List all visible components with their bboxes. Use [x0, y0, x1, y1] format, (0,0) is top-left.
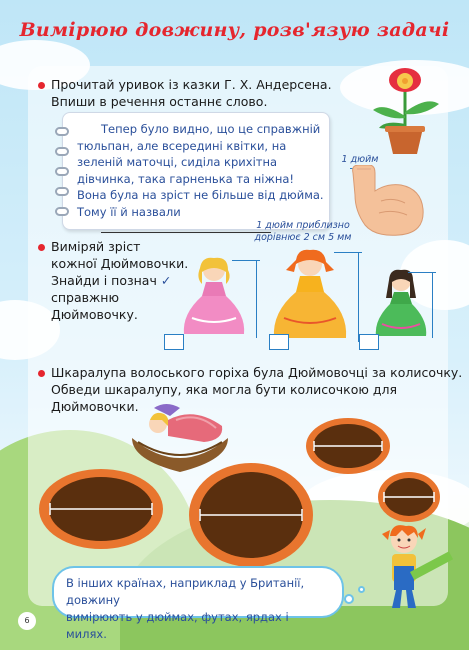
measure-line-doll-1: [256, 260, 257, 338]
page-number: 6: [18, 612, 36, 630]
measure-tick: [334, 252, 362, 253]
inch-note-line2: дорівнює 2 см 5 мм: [254, 232, 352, 243]
task2-line4: справжню: [51, 290, 119, 305]
checkmark-icon: ✓: [160, 273, 172, 288]
notebook-ring: [55, 187, 69, 196]
inch-note: [238, 220, 368, 244]
info-speech-bubble: [52, 566, 344, 641]
bullet-dot: [38, 244, 45, 251]
walnut-shell-2[interactable]: [186, 460, 316, 570]
inch-note-line1: 1 дюйм приблизно: [256, 220, 350, 231]
notebook-ring: [55, 147, 69, 156]
bubble-tail-dot: [358, 586, 365, 593]
task2-line5: Дюймовочку.: [51, 307, 138, 322]
measure-tick: [232, 260, 260, 261]
bubble-tail-dot: [344, 594, 354, 604]
task2-instructions: [38, 238, 188, 323]
task1-line2: Впиши в речення останнє слово.: [51, 94, 268, 109]
bullet-dot: [38, 370, 45, 377]
check-box-doll-1[interactable]: [164, 334, 184, 350]
task2-line1: Виміряй зріст: [51, 239, 141, 254]
measure-tick: [408, 272, 436, 273]
task3-line2: Обведи шкаралупу, яка могла бути колисочкою для Дюймовочки.: [51, 382, 398, 414]
walnut-shell-3[interactable]: [304, 416, 392, 476]
walnut-shell-1[interactable]: [36, 466, 166, 552]
measure-line-doll-2: [358, 252, 359, 342]
task3-instructions: [38, 364, 469, 415]
task2-line3: Знайди і познач: [51, 273, 157, 288]
task3-line1: Шкаралупа волоського горіха була Дюймовочці за колисочку.: [51, 365, 463, 380]
tulip-flower-illustration: [365, 66, 445, 156]
check-box-doll-2[interactable]: [269, 334, 289, 350]
inch-label: 1 дюйм: [341, 154, 379, 165]
boy-with-ruler-illustration: [374, 522, 454, 614]
notebook-ring: [55, 167, 69, 176]
bullet-dot: [38, 82, 45, 89]
notebook-ring: [55, 127, 69, 136]
bubble-line1: В інших країнах, наприклад у Британії, довжину: [66, 576, 305, 607]
measure-line-doll-3: [432, 272, 433, 338]
doll-green-illustration: [372, 268, 430, 338]
doll-pink-illustration: [178, 256, 250, 336]
title-band: [0, 0, 469, 60]
bubble-line2: вимірюють у дюймах, футах, ярдах і милях.: [66, 610, 289, 641]
page-title: Вимірюю довжину, розв'язую задачі: [19, 19, 450, 41]
doll-orange-illustration: [268, 248, 352, 340]
task1-instructions: [38, 76, 332, 110]
task1-line1: Прочитай уривок із казки Г. Х. Андерсена.: [51, 77, 332, 92]
check-box-doll-3[interactable]: [359, 334, 379, 350]
story-text: Тепер було видно, що це справжній тюльпан, але всередині квітки, на зеленій маточці, сиділа крихітна дівчинка, така гарненька та ніжна! Вона була на зріст не більше від дюйма. Тому її й назвали: [77, 122, 324, 219]
walnut-shell-4[interactable]: [376, 470, 442, 524]
story-notebook: [62, 112, 330, 230]
notebook-ring: [55, 207, 69, 216]
task2-line2: кожної Дюймовочки.: [51, 256, 189, 271]
